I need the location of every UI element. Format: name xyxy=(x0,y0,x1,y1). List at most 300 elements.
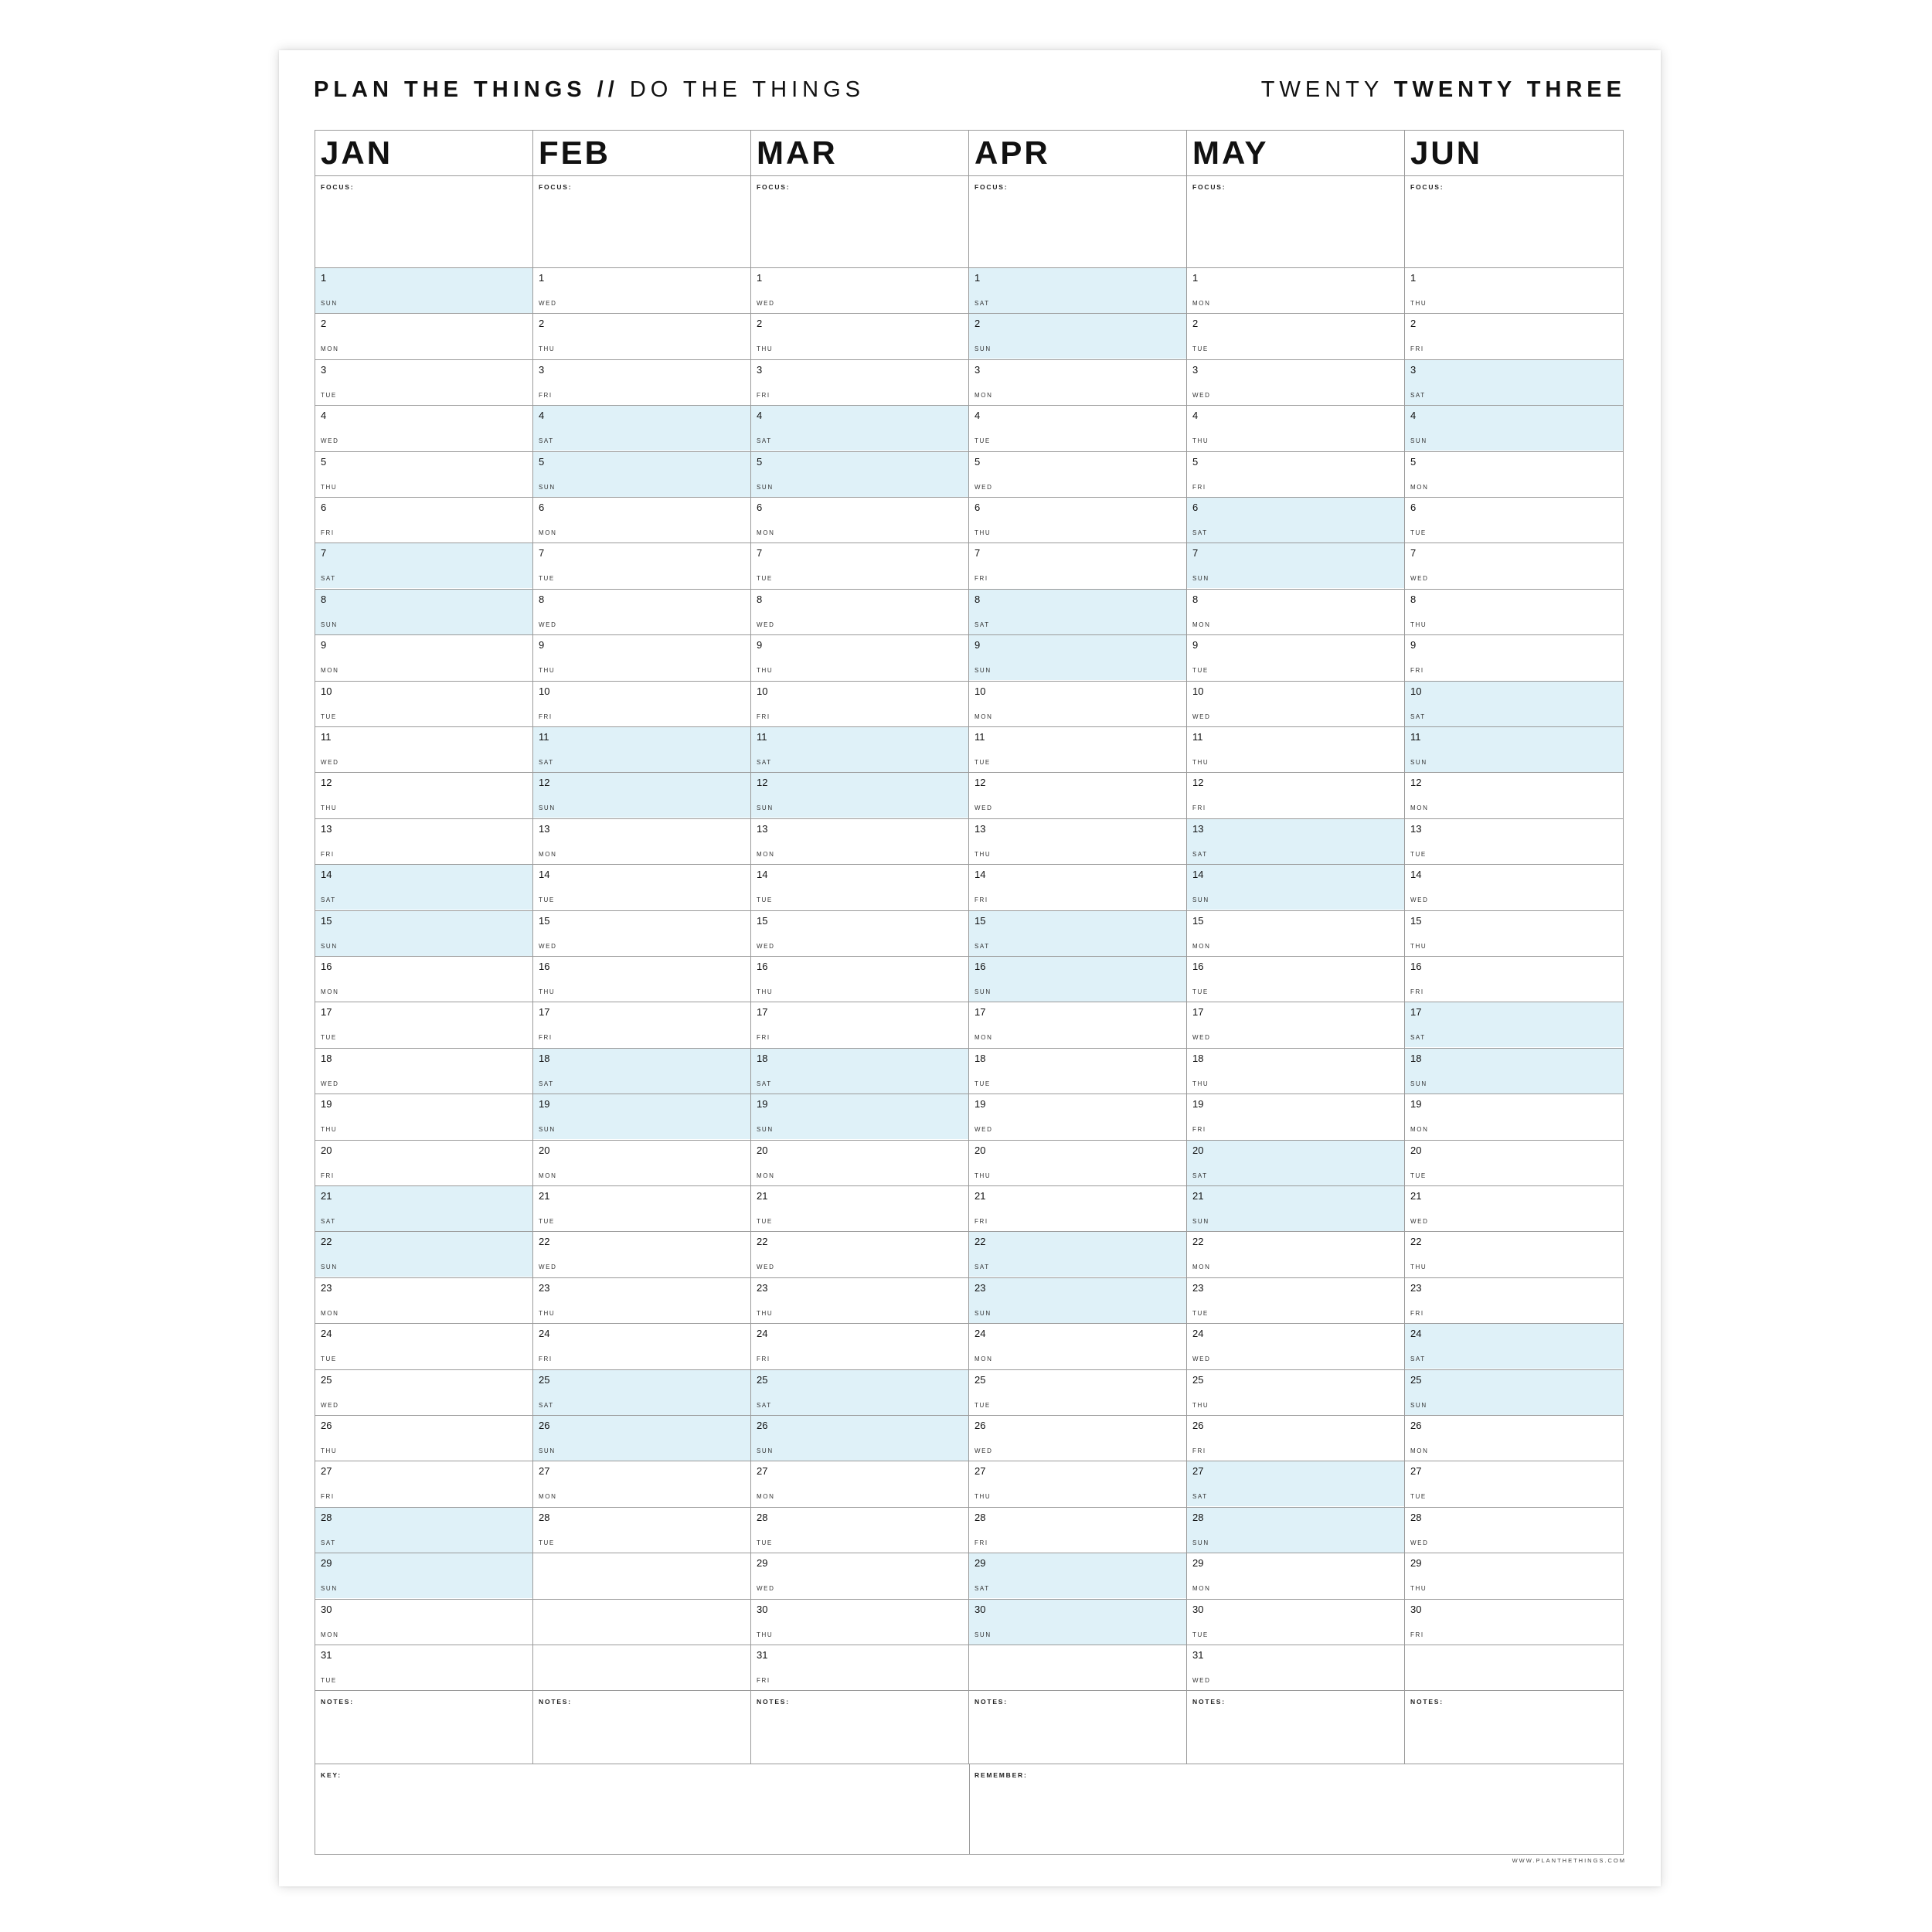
day-number: 2 xyxy=(975,318,981,329)
grid-line xyxy=(969,451,1186,452)
day-cell xyxy=(533,267,750,313)
day-of-week: SAT xyxy=(1192,1493,1208,1500)
grid-line xyxy=(315,589,532,590)
day-of-week: WED xyxy=(975,1447,993,1454)
day-number: 10 xyxy=(975,685,986,697)
grid-line xyxy=(751,910,968,911)
day-cell xyxy=(315,726,532,772)
day-number: 19 xyxy=(321,1098,332,1110)
day-cell xyxy=(533,1323,750,1369)
grid-line xyxy=(969,1599,1186,1600)
day-number: 23 xyxy=(1192,1282,1204,1294)
day-cell xyxy=(533,543,750,588)
day-number: 29 xyxy=(1192,1557,1204,1569)
day-of-week: WED xyxy=(539,1264,557,1270)
day-number: 18 xyxy=(321,1053,332,1064)
day-number: 1 xyxy=(321,272,327,284)
day-cell xyxy=(751,1277,968,1323)
grid-line xyxy=(533,359,750,360)
day-of-week: SAT xyxy=(1192,851,1208,858)
weekend-day-cell xyxy=(751,1415,968,1461)
day-cell xyxy=(1187,726,1404,772)
day-number: 13 xyxy=(321,823,332,835)
day-cell xyxy=(969,818,1186,864)
day-cell xyxy=(1405,772,1623,818)
day-of-week: SUN xyxy=(1410,1402,1427,1409)
day-of-week: THU xyxy=(757,988,774,995)
grid-line xyxy=(751,1507,968,1508)
grid-line xyxy=(315,956,532,957)
day-of-week: MON xyxy=(321,667,339,674)
grid-line xyxy=(315,497,532,498)
day-cell xyxy=(751,1553,968,1598)
focus-label: FOCUS: xyxy=(539,183,573,191)
day-number: 30 xyxy=(321,1604,332,1615)
grid-line xyxy=(1405,497,1623,498)
day-cell xyxy=(1187,634,1404,680)
day-of-week: SUN xyxy=(757,804,774,811)
day-number: 30 xyxy=(1410,1604,1422,1615)
day-cell xyxy=(1187,1048,1404,1094)
day-number: 16 xyxy=(1192,961,1204,972)
day-number: 3 xyxy=(1192,364,1199,376)
day-of-week: WED xyxy=(975,484,993,491)
grid-line xyxy=(969,175,1186,176)
weekend-day-cell xyxy=(1405,1048,1623,1094)
day-number: 4 xyxy=(757,410,763,421)
grid-line xyxy=(315,1048,532,1049)
day-of-week: WED xyxy=(1192,713,1211,720)
day-number: 25 xyxy=(975,1374,986,1386)
weekend-day-cell xyxy=(1405,681,1623,726)
day-number: 5 xyxy=(1410,456,1417,468)
month-column-jan xyxy=(315,131,533,1764)
day-number: 11 xyxy=(1192,731,1203,743)
day-cell xyxy=(969,1185,1186,1231)
notes-label: NOTES: xyxy=(539,1698,572,1706)
grid-line xyxy=(969,864,1186,865)
grid-line xyxy=(969,1140,1186,1141)
day-number: 14 xyxy=(1192,869,1204,880)
day-number: 13 xyxy=(1192,823,1204,835)
day-cell xyxy=(1405,589,1623,634)
grid-line xyxy=(751,589,968,590)
day-number: 6 xyxy=(321,502,327,513)
grid-line xyxy=(1187,1048,1404,1049)
day-of-week: TUE xyxy=(757,896,773,903)
day-of-week: TUE xyxy=(1410,851,1427,858)
day-number: 18 xyxy=(539,1053,550,1064)
month-column-feb xyxy=(533,131,751,1764)
grid-line xyxy=(533,956,750,957)
day-number: 26 xyxy=(1410,1420,1422,1431)
day-number: 26 xyxy=(975,1420,986,1431)
day-of-week: TUE xyxy=(757,1539,773,1546)
day-number: 27 xyxy=(975,1465,986,1477)
day-number: 22 xyxy=(1410,1236,1422,1247)
day-number: 28 xyxy=(1192,1512,1204,1523)
grid-line xyxy=(315,1369,532,1370)
day-number: 14 xyxy=(321,869,332,880)
day-of-week: THU xyxy=(539,988,556,995)
day-number: 20 xyxy=(1192,1145,1204,1156)
day-number: 11 xyxy=(975,731,985,743)
day-cell xyxy=(315,1002,532,1047)
day-number: 1 xyxy=(1410,272,1417,284)
day-number: 2 xyxy=(1410,318,1417,329)
day-cell xyxy=(1405,956,1623,1002)
grid-line xyxy=(315,1231,532,1232)
grid-line xyxy=(1187,1369,1404,1370)
grid-line xyxy=(1187,726,1404,727)
focus-label: FOCUS: xyxy=(975,183,1009,191)
day-cell xyxy=(751,956,968,1002)
day-number: 2 xyxy=(757,318,763,329)
day-number: 9 xyxy=(539,639,545,651)
grid-line xyxy=(533,497,750,498)
day-cell xyxy=(1405,1461,1623,1506)
grid-line xyxy=(315,910,532,911)
day-number: 15 xyxy=(975,915,986,927)
grid-line xyxy=(533,1369,750,1370)
day-of-week: SAT xyxy=(975,943,990,950)
grid-line xyxy=(969,1185,1186,1186)
day-cell xyxy=(315,634,532,680)
day-of-week: FRI xyxy=(1192,804,1206,811)
weekend-day-cell xyxy=(315,910,532,956)
day-cell xyxy=(533,1002,750,1047)
day-of-week: MON xyxy=(975,392,993,399)
day-number: 27 xyxy=(1410,1465,1422,1477)
day-number: 4 xyxy=(1410,410,1417,421)
day-of-week: WED xyxy=(757,943,775,950)
day-cell xyxy=(315,451,532,497)
grid-line xyxy=(533,818,750,819)
planner-year xyxy=(1261,79,1626,101)
weekend-day-cell xyxy=(1187,497,1404,543)
day-cell xyxy=(751,818,968,864)
day-cell xyxy=(533,1231,750,1277)
day-of-week: SUN xyxy=(321,621,338,628)
weekend-day-cell xyxy=(1187,1507,1404,1553)
day-number: 14 xyxy=(757,869,768,880)
day-cell xyxy=(315,1599,532,1645)
grid-line xyxy=(969,681,1186,682)
day-number: 12 xyxy=(539,777,550,788)
weekend-day-cell xyxy=(969,313,1186,359)
grid-line xyxy=(1187,1599,1404,1600)
day-of-week: TUE xyxy=(321,1355,337,1362)
grid-line xyxy=(969,497,1186,498)
day-number: 11 xyxy=(321,731,332,743)
day-cell xyxy=(315,1048,532,1094)
grid-line xyxy=(1405,405,1623,406)
grid-line xyxy=(315,634,532,635)
day-of-week: MON xyxy=(539,851,557,858)
day-of-week: THU xyxy=(757,1631,774,1638)
day-of-week: FRI xyxy=(757,1355,770,1362)
weekend-day-cell xyxy=(1187,1140,1404,1185)
day-of-week: WED xyxy=(321,759,339,766)
day-cell xyxy=(1405,497,1623,543)
day-cell xyxy=(751,634,968,680)
day-number: 7 xyxy=(975,547,981,559)
day-of-week: THU xyxy=(975,851,992,858)
grid-line xyxy=(1405,1140,1623,1141)
day-of-week: WED xyxy=(1192,1034,1211,1041)
day-number: 31 xyxy=(1192,1649,1204,1661)
weekend-day-cell xyxy=(751,451,968,497)
day-number: 1 xyxy=(757,272,763,284)
day-cell xyxy=(315,1094,532,1139)
month-column-apr xyxy=(969,131,1187,1764)
grid-line xyxy=(1405,772,1623,773)
day-number: 26 xyxy=(539,1420,550,1431)
day-cell xyxy=(751,910,968,956)
grid-line xyxy=(315,359,532,360)
day-of-week: THU xyxy=(1410,300,1427,307)
grid-line xyxy=(315,1507,532,1508)
day-of-week: WED xyxy=(975,1126,993,1133)
day-of-week: THU xyxy=(321,1126,338,1133)
day-cell xyxy=(969,359,1186,405)
day-number: 30 xyxy=(757,1604,768,1615)
month-column-mar xyxy=(751,131,969,1764)
day-number: 7 xyxy=(1410,547,1417,559)
planner-sheet xyxy=(279,50,1661,1886)
grid-line xyxy=(1405,1048,1623,1049)
day-number: 24 xyxy=(321,1328,332,1339)
empty-day-cell xyxy=(533,1645,750,1690)
grid-line xyxy=(315,1690,532,1691)
day-number: 9 xyxy=(1192,639,1199,651)
day-of-week: SAT xyxy=(539,1402,554,1409)
weekend-day-cell xyxy=(1187,543,1404,588)
day-cell xyxy=(1187,1369,1404,1415)
grid-line xyxy=(969,1323,1186,1324)
grid-line xyxy=(315,313,532,314)
day-of-week: FRI xyxy=(975,1539,988,1546)
notes-label: NOTES: xyxy=(757,1698,790,1706)
day-of-week: THU xyxy=(321,484,338,491)
weekend-day-cell xyxy=(1187,818,1404,864)
grid-line xyxy=(315,267,532,268)
day-of-week: THU xyxy=(539,1310,556,1317)
weekend-day-cell xyxy=(751,772,968,818)
day-number: 24 xyxy=(757,1328,768,1339)
day-of-week: TUE xyxy=(975,759,991,766)
grid-line xyxy=(1405,1277,1623,1278)
day-number: 27 xyxy=(539,1465,550,1477)
day-of-week: FRI xyxy=(1410,667,1424,674)
day-of-week: SUN xyxy=(1410,1080,1427,1087)
grid-line xyxy=(969,359,1186,360)
day-number: 18 xyxy=(1410,1053,1422,1064)
day-cell xyxy=(751,1140,968,1185)
weekend-day-cell xyxy=(751,1369,968,1415)
day-number: 14 xyxy=(975,869,986,880)
grid-line xyxy=(1405,313,1623,314)
grid-line xyxy=(751,267,968,268)
day-of-week: SUN xyxy=(539,1447,556,1454)
grid-line xyxy=(533,313,750,314)
grid-line xyxy=(315,1415,532,1416)
day-number: 13 xyxy=(539,823,550,835)
day-of-week: MON xyxy=(757,851,775,858)
grid-line xyxy=(751,1323,968,1324)
grid-line xyxy=(969,726,1186,727)
day-number: 19 xyxy=(975,1098,986,1110)
day-cell xyxy=(315,1140,532,1185)
focus-label: FOCUS: xyxy=(1192,183,1226,191)
day-number: 15 xyxy=(1410,915,1422,927)
day-number: 5 xyxy=(539,456,545,468)
day-of-week: THU xyxy=(1410,621,1427,628)
day-of-week: SAT xyxy=(757,1080,772,1087)
day-of-week: TUE xyxy=(1192,345,1209,352)
day-number: 21 xyxy=(1410,1190,1422,1202)
day-of-week: SUN xyxy=(975,667,992,674)
weekend-day-cell xyxy=(1187,864,1404,910)
day-number: 16 xyxy=(321,961,332,972)
tagline-light: DO THE THINGS xyxy=(629,77,865,102)
day-number: 29 xyxy=(1410,1557,1422,1569)
day-of-week: MON xyxy=(757,529,775,536)
day-number: 10 xyxy=(1192,685,1204,697)
day-number: 12 xyxy=(1410,777,1422,788)
weekend-day-cell xyxy=(1405,405,1623,451)
weekend-day-cell xyxy=(533,1369,750,1415)
day-of-week: WED xyxy=(757,1264,775,1270)
day-cell xyxy=(1187,681,1404,726)
day-number: 22 xyxy=(1192,1236,1204,1247)
grid-line xyxy=(533,1323,750,1324)
day-number: 26 xyxy=(757,1420,768,1431)
day-of-week: MON xyxy=(321,1631,339,1638)
day-number: 24 xyxy=(1410,1328,1422,1339)
remember-label: REMEMBER: xyxy=(975,1771,1028,1779)
day-cell xyxy=(315,313,532,359)
day-of-week: SUN xyxy=(975,1310,992,1317)
day-of-week: SAT xyxy=(757,1402,772,1409)
day-of-week: WED xyxy=(1192,392,1211,399)
day-of-week: MON xyxy=(539,1172,557,1179)
day-cell xyxy=(315,1415,532,1461)
day-cell xyxy=(1187,359,1404,405)
day-number: 10 xyxy=(757,685,768,697)
day-number: 21 xyxy=(757,1190,768,1202)
day-number: 28 xyxy=(1410,1512,1422,1523)
day-of-week: MON xyxy=(757,1172,775,1179)
weekend-day-cell xyxy=(315,864,532,910)
day-cell xyxy=(533,497,750,543)
day-of-week: SUN xyxy=(321,300,338,307)
day-number: 19 xyxy=(1192,1098,1204,1110)
day-of-week: TUE xyxy=(757,1218,773,1225)
grid-line xyxy=(1405,359,1623,360)
day-number: 7 xyxy=(1192,547,1199,559)
day-cell xyxy=(969,864,1186,910)
day-of-week: MON xyxy=(1410,1447,1429,1454)
website-url: WWW.PLANTHETHINGS.COM xyxy=(1512,1857,1626,1864)
day-cell xyxy=(315,1369,532,1415)
day-number: 18 xyxy=(975,1053,986,1064)
day-number: 1 xyxy=(975,272,981,284)
weekend-day-cell xyxy=(751,1048,968,1094)
day-number: 17 xyxy=(1410,1006,1422,1018)
weekend-day-cell xyxy=(533,1094,750,1139)
grid-line xyxy=(315,1599,532,1600)
grid-line xyxy=(533,1277,750,1278)
month-column-may xyxy=(1187,131,1405,1764)
day-number: 16 xyxy=(975,961,986,972)
grid-line xyxy=(969,1415,1186,1416)
day-cell xyxy=(751,864,968,910)
day-number: 20 xyxy=(321,1145,332,1156)
grid-line xyxy=(533,1185,750,1186)
day-number: 25 xyxy=(757,1374,768,1386)
grid-line xyxy=(315,818,532,819)
grid-line xyxy=(969,589,1186,590)
day-number: 12 xyxy=(1192,777,1204,788)
grid-line xyxy=(315,772,532,773)
day-cell xyxy=(533,634,750,680)
grid-line xyxy=(751,313,968,314)
day-number: 4 xyxy=(539,410,545,421)
day-number: 25 xyxy=(539,1374,550,1386)
day-of-week: WED xyxy=(757,621,775,628)
day-number: 27 xyxy=(1192,1465,1204,1477)
day-number: 17 xyxy=(975,1006,986,1018)
weekend-day-cell xyxy=(969,267,1186,313)
day-of-week: TUE xyxy=(757,575,773,582)
grid-line xyxy=(1405,1369,1623,1370)
day-of-week: FRI xyxy=(975,575,988,582)
day-cell xyxy=(1187,267,1404,313)
grid-line xyxy=(751,1599,968,1600)
day-cell xyxy=(751,313,968,359)
day-of-week: TUE xyxy=(1410,1172,1427,1179)
grid-line xyxy=(751,1369,968,1370)
month-name: JAN xyxy=(321,134,393,171)
day-of-week: WED xyxy=(757,1585,775,1592)
key-label: KEY: xyxy=(321,1771,342,1779)
day-of-week: THU xyxy=(1410,1264,1427,1270)
weekend-day-cell xyxy=(315,1507,532,1553)
grid-line xyxy=(1405,451,1623,452)
day-of-week: FRI xyxy=(757,1034,770,1041)
grid-line xyxy=(751,864,968,865)
weekend-day-cell xyxy=(315,1185,532,1231)
grid-line xyxy=(969,313,1186,314)
day-of-week: WED xyxy=(539,621,557,628)
grid-line xyxy=(1405,1599,1623,1600)
empty-day-cell xyxy=(533,1599,750,1645)
weekend-day-cell xyxy=(1405,726,1623,772)
day-number: 23 xyxy=(757,1282,768,1294)
day-of-week: SAT xyxy=(539,437,554,444)
day-number: 21 xyxy=(975,1190,986,1202)
weekend-day-cell xyxy=(533,1415,750,1461)
grid-line xyxy=(1405,1507,1623,1508)
day-of-week: SUN xyxy=(539,1126,556,1133)
day-number: 23 xyxy=(1410,1282,1422,1294)
weekend-day-cell xyxy=(969,956,1186,1002)
day-number: 7 xyxy=(539,547,545,559)
weekend-day-cell xyxy=(751,405,968,451)
day-cell xyxy=(751,1461,968,1506)
day-of-week: FRI xyxy=(757,713,770,720)
